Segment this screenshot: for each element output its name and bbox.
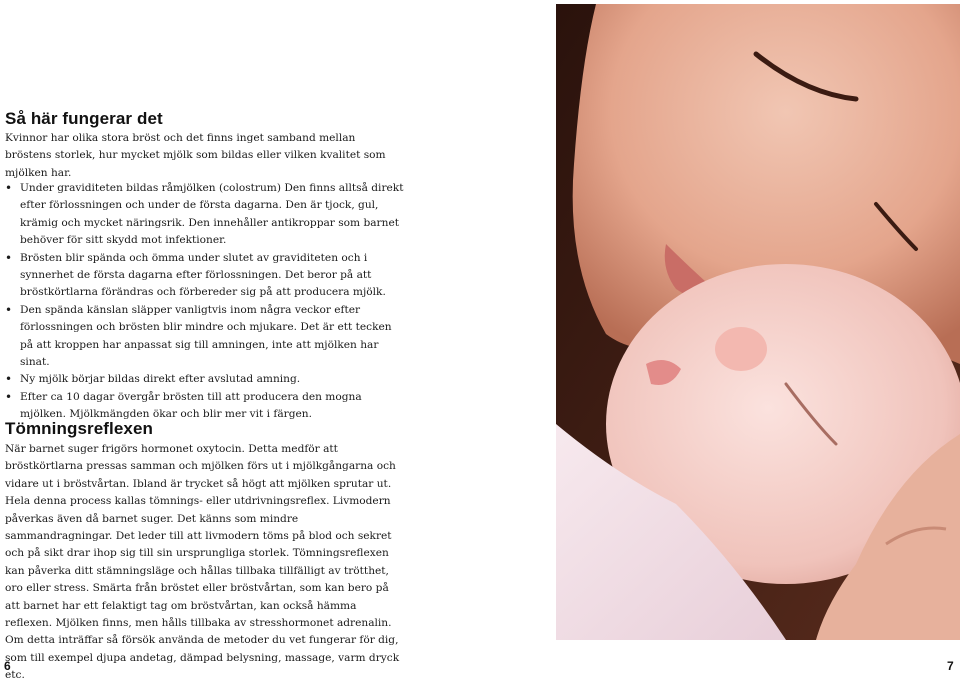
section-heading: Tömningsreflexen	[5, 419, 154, 438]
page-number-left: 6	[4, 659, 11, 673]
list-item: • Ny mjölk börjar bildas direkt efter avslutad amning.	[5, 371, 405, 388]
bullet-list	[5, 180, 405, 424]
section-heading: Så här fungerar det	[5, 109, 163, 128]
page-number-right: 7	[947, 659, 954, 673]
reflex-paragraph: När barnet suger frigörs hormonet oxytocin. Detta medför att bröstkörtlarna pressas samman och mjölken förs ut i mjölkgångarna och vidare ut i bröstvårtan. Ibland är trycket så högt att mjölken sprutar ut. Hela denna process kallas tömnings- eller utdrivningsreflex. Livmodern påverkas även då barnet suger. Det känns som mindre sammandragningar. Det leder till att livmodern töms på blod och sekret och på sikt drar ihop sig till sin ursprungliga storlek. Tömningsreflexen kan påverka ditt stämningsläge och hållas tillbaka tillfälligt av trötthet, oro eller stress. Smärta från bröstet eller bröstvårtan, som kan bero på att barnet har ett felaktigt tag om bröstvårtan, kan också hämma reflexen. Mjölken finns, men hålls tillbaka av stresshormonet adrenalin. Om detta inträffar så försök använda de metoder du vet fungerar för dig, som till exempel djupa andetag, dämpad belysning, massage, varm dryck etc.	[5, 443, 400, 682]
list-item: • Brösten blir spända och ömma under slutet av graviditeten och i synnerhet de första dagarna efter förlossningen. Det beror på att bröstkörtlarna förändras och förbereder sig på att producera mjölk.	[5, 250, 405, 302]
list-item: • Efter ca 10 dagar övergår brösten till att producera den mogna mjölken. Mjölkmängden ökar och blir mer vit i färgen.	[5, 389, 405, 424]
list-item: • Under graviditeten bildas råmjölken (colostrum) Den finns alltså direkt efter förlossningen och under de första dagarna. Den är tjock, gul, krämig och mycket näringsrik. Den innehåller antikroppar som barnet behöver för sitt skydd mot infektioner.	[5, 180, 405, 250]
intro-paragraph: Kvinnor har olika stora bröst och det finns inget samband mellan bröstens storlek, hur mycket mjölk som bildas eller vilken kvalitet som mjölken har.	[5, 132, 386, 179]
photo-illustration	[556, 4, 960, 640]
mother-and-baby-photo	[556, 4, 960, 640]
list-item: • Den spända känslan släpper vanligtvis inom några veckor efter förlossningen och brösten blir mindre och mjukare. Det är ett tecken på att kroppen har anpassat sig till amningen, inte att mjölken har sinat.	[5, 302, 405, 372]
